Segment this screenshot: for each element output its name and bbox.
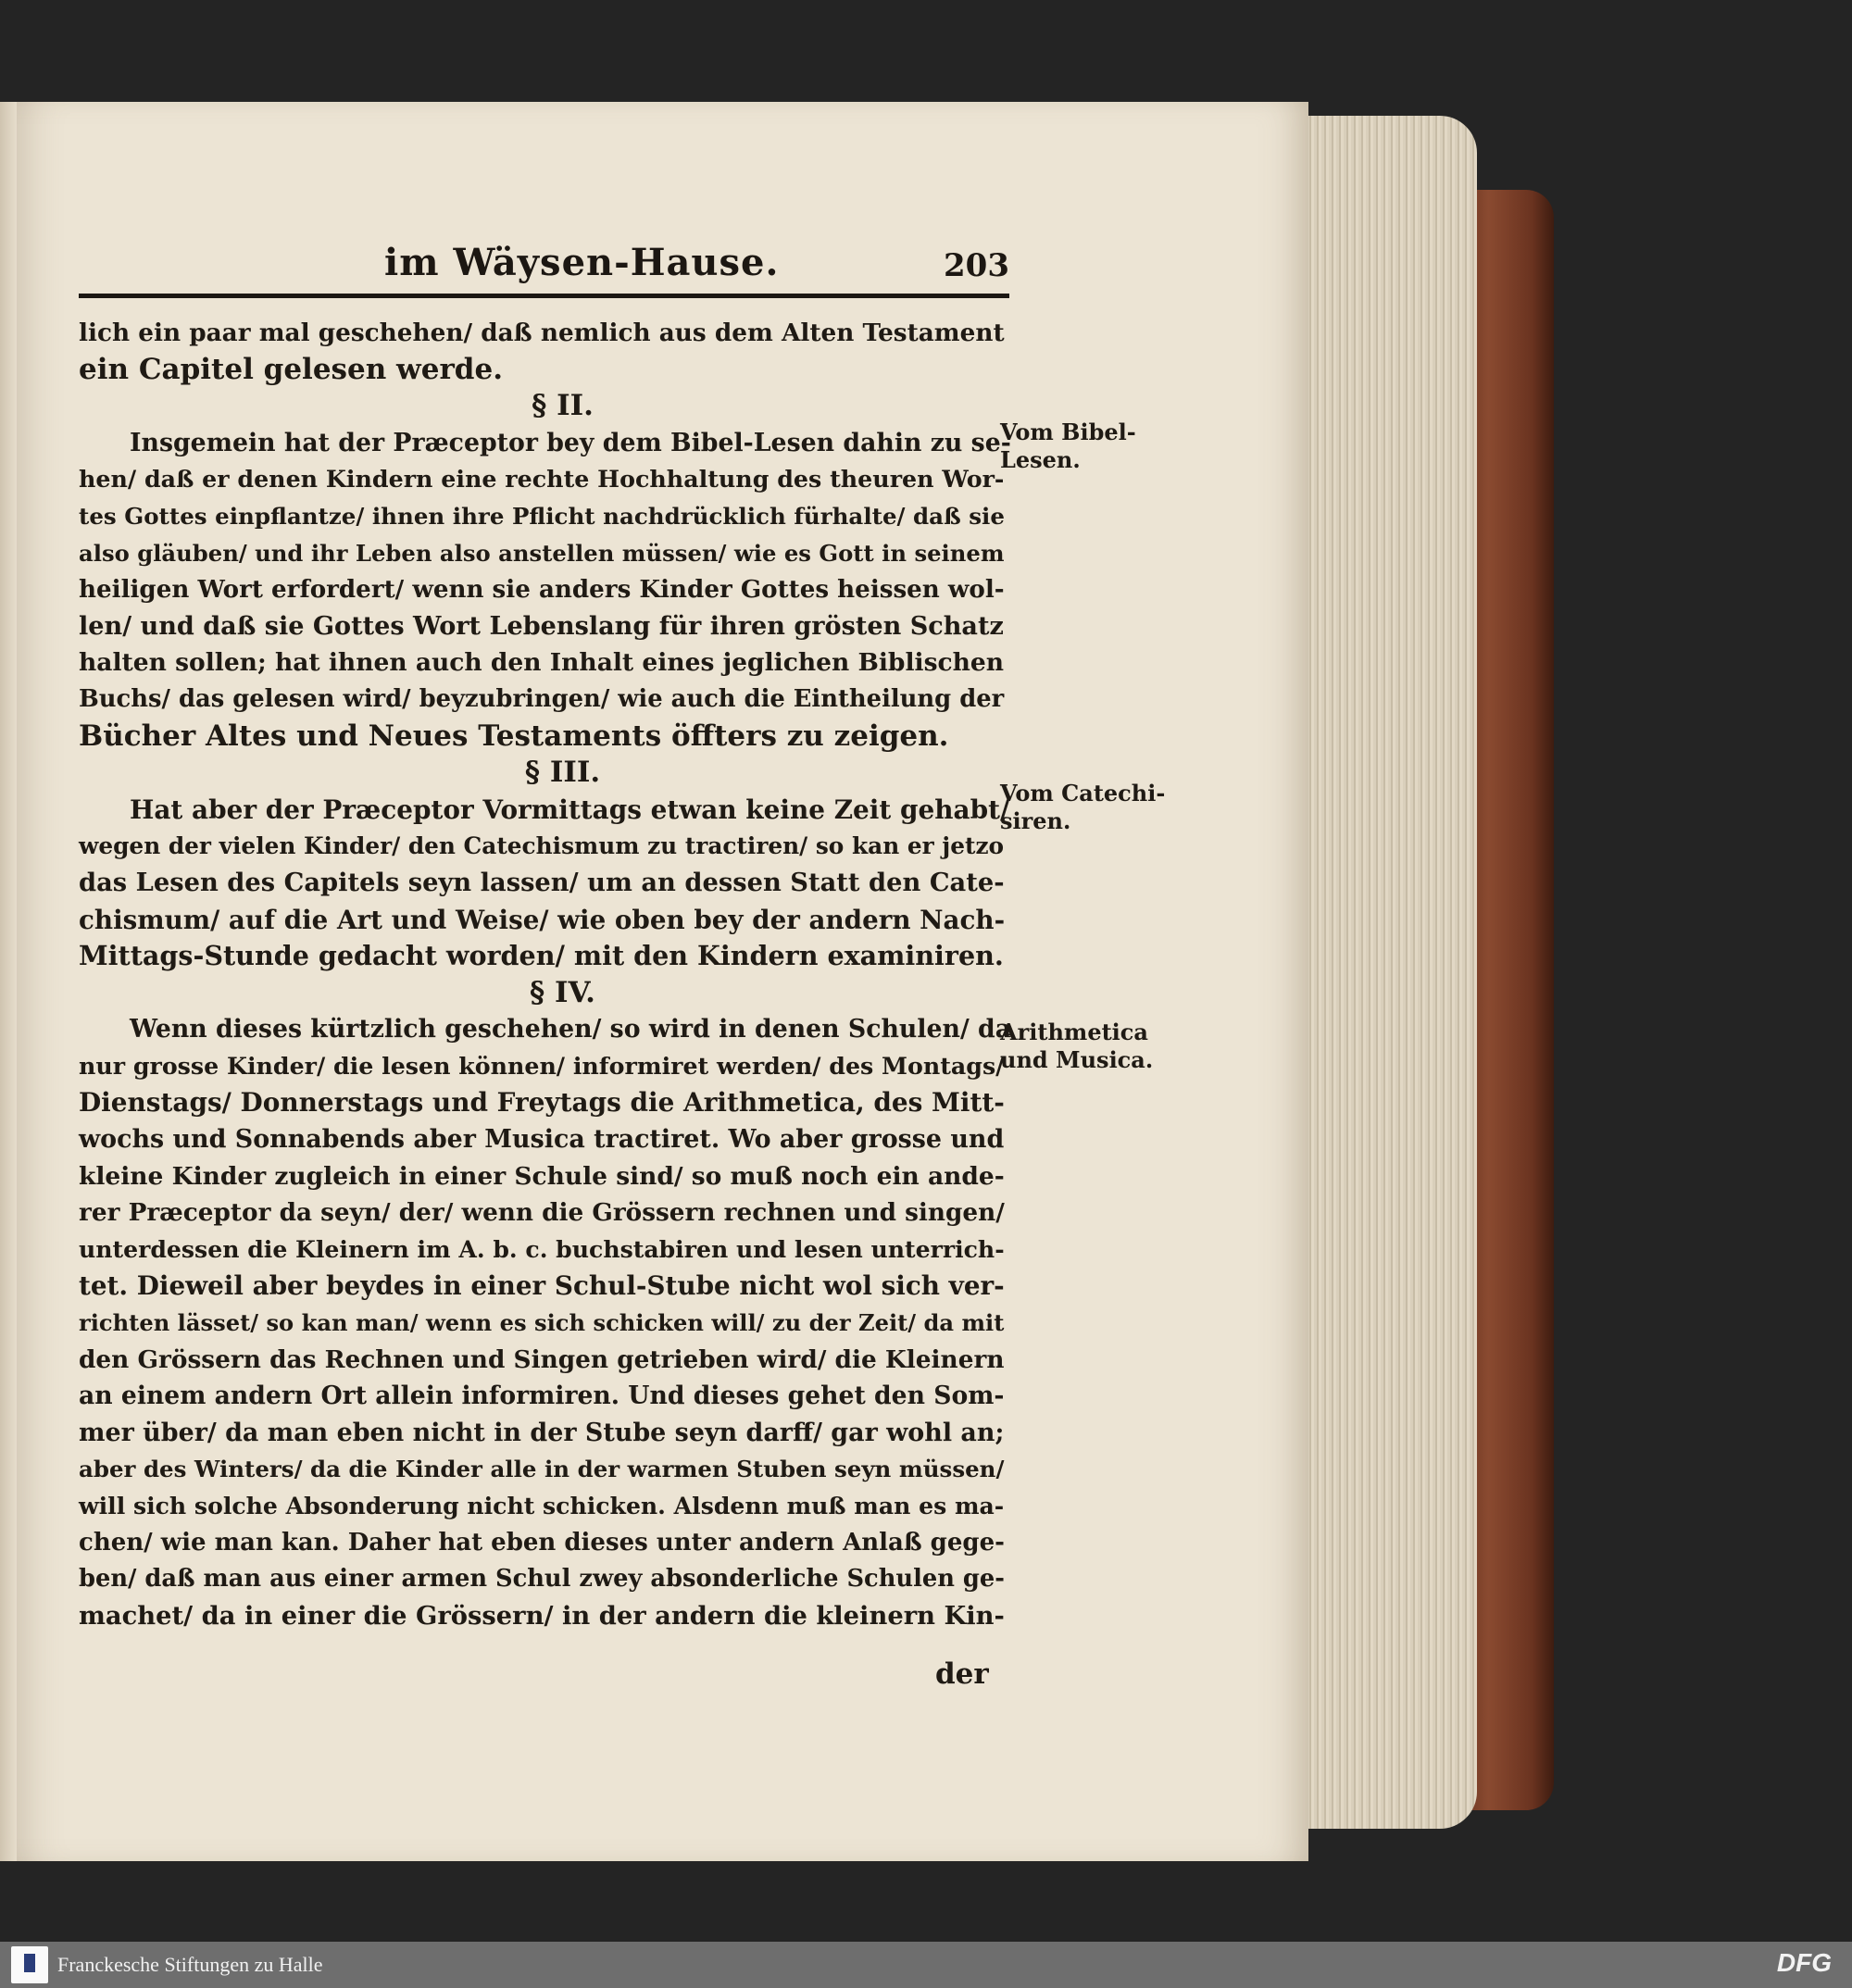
text-line: ben/ daß man aus einer armen Schul zwey absonderliche Schulen ge-	[79, 1565, 1005, 1594]
text-line: Wenn dieses kürtzlich geschehen/ so wird in denen Schulen/ da	[130, 1015, 1012, 1044]
text-line: machet/ da in einer die Grössern/ in der andern die kleinern Kin-	[79, 1600, 1005, 1631]
text-line: mer über/ da man eben nicht in der Stube seyn darff/ gar wohl an;	[79, 1418, 1005, 1447]
text-line: unterdessen die Kleinern im A. b. c. buchstabiren und lesen unterrich-	[79, 1234, 1005, 1263]
institution-name[interactable]: Franckesche Stiftungen zu Halle	[57, 1953, 323, 1976]
running-head	[79, 236, 1009, 310]
text-line: Mittags-Stunde gedacht worden/ mit den Kindern examiniren.	[79, 940, 1004, 972]
text-line: Buchs/ das gelesen wird/ beyzubringen/ wie auch die Eintheilung der	[79, 684, 1005, 713]
text-line: will sich solche Absonderung nicht schicken. Alsdenn muß man es ma-	[79, 1492, 1005, 1519]
margin-note-catechisiren	[1000, 780, 1165, 835]
margin-note-bibel-lesen	[1000, 419, 1136, 474]
margin-note-line: Vom Bibel-	[1000, 419, 1136, 445]
text-line: heiligen Wort erfordert/ wenn sie anders Kinder Gottes heissen wol-	[79, 575, 1005, 605]
margin-note-line: Arithmetica	[1000, 1019, 1148, 1045]
text-line: chismum/ auf die Art und Weise/ wie oben bey der andern Nach-	[79, 904, 1006, 935]
text-line: an einem andern Ort allein informiren. Und dieses gehet den Som-	[79, 1382, 1005, 1411]
text-line: nur grosse Kinder/ die lesen können/ informiret werden/ des Montags/	[79, 1051, 1005, 1080]
text-line: also gläuben/ und ihr Leben also anstellen müssen/ wie es Gott in seinem	[79, 539, 1005, 567]
text-line: halten sollen; hat ihnen auch den Inhalt eines jeglichen Biblischen	[79, 648, 1005, 678]
text-line: tes Gottes einpflantze/ ihnen ihre Pflicht nachdrücklich fürhalte/ daß sie	[79, 502, 1005, 530]
margin-note-line: Vom Catechi-	[1000, 780, 1166, 806]
section-heading: § III.	[524, 756, 601, 790]
text-line: hen/ daß er denen Kindern eine rechte Hochhaltung des theuren Wor-	[79, 465, 1005, 494]
text-line: Insgemein hat der Præceptor bey dem Bibel-Lesen dahin zu se-	[130, 428, 1011, 457]
footer-bar	[0, 1942, 1852, 1988]
dfg-logo[interactable]: DFG	[1776, 1948, 1832, 1977]
text-line: Hat aber der Præceptor Vormittags etwan keine Zeit gehabt/	[130, 794, 1010, 825]
text-line: ein Capitel gelesen werde.	[79, 352, 503, 386]
text-line: len/ und daß sie Gottes Wort Lebenslang für ihren grösten Schatz	[79, 611, 1004, 641]
running-head-title: im Wäysen-Hause.	[384, 241, 780, 284]
text-line: kleine Kinder zugleich in einer Schule sind/ so muß noch ein ande-	[79, 1161, 1005, 1191]
text-line: rer Præceptor da seyn/ der/ wenn die Grössern rechnen und singen/	[79, 1198, 1005, 1228]
text-line: chen/ wie man kan. Daher hat eben dieses unter andern Anlaß gege-	[79, 1528, 1005, 1557]
margin-note-line: Lesen.	[1000, 446, 1081, 473]
catchword: der	[935, 1657, 989, 1691]
left-page-edge	[0, 102, 19, 1861]
text-line: lich ein paar mal geschehen/ daß nemlich aus dem Alten Testament	[79, 319, 1005, 347]
body-text	[79, 315, 1012, 1634]
text-line: wegen der vielen Kinder/ den Catechismum zu tractiren/ so kan er jetzo	[79, 832, 1005, 860]
margin-note-arithmetica	[1000, 1019, 1153, 1074]
text-line: den Grössern das Rechnen und Singen getrieben wird/ die Kleinern	[79, 1344, 1005, 1374]
margin-note-line: siren.	[1000, 807, 1071, 834]
text-line: Dienstags/ Donnerstags und Freytags die Arithmetica, des Mitt-	[79, 1087, 1005, 1119]
section-heading: § IV.	[530, 975, 595, 1009]
text-line: tet. Dieweil aber beydes in einer Schul-Stube nicht wol sich ver-	[79, 1270, 1005, 1302]
section-heading: § II.	[532, 389, 594, 423]
page-edges	[1292, 116, 1477, 1829]
page-number: 203	[944, 247, 1009, 284]
head-rule	[79, 294, 1009, 298]
text-line: richten lässet/ so kan man/ wenn es sich schicken will/ zu der Zeit/ da mit	[79, 1309, 1005, 1337]
institution-logo-icon[interactable]	[11, 1946, 48, 1983]
text-line: wochs und Sonnabends aber Musica tractiret. Wo aber grosse und	[79, 1125, 1005, 1155]
text-line: das Lesen des Capitels seyn lassen/ um an dessen Statt den Cate-	[79, 867, 1005, 897]
margin-note-line: und Musica.	[1000, 1046, 1154, 1073]
text-line: Bücher Altes und Neues Testaments öffters zu zeigen.	[79, 719, 949, 753]
text-line: aber des Winters/ da die Kinder alle in der warmen Stuben seyn müssen/	[79, 1456, 1005, 1483]
